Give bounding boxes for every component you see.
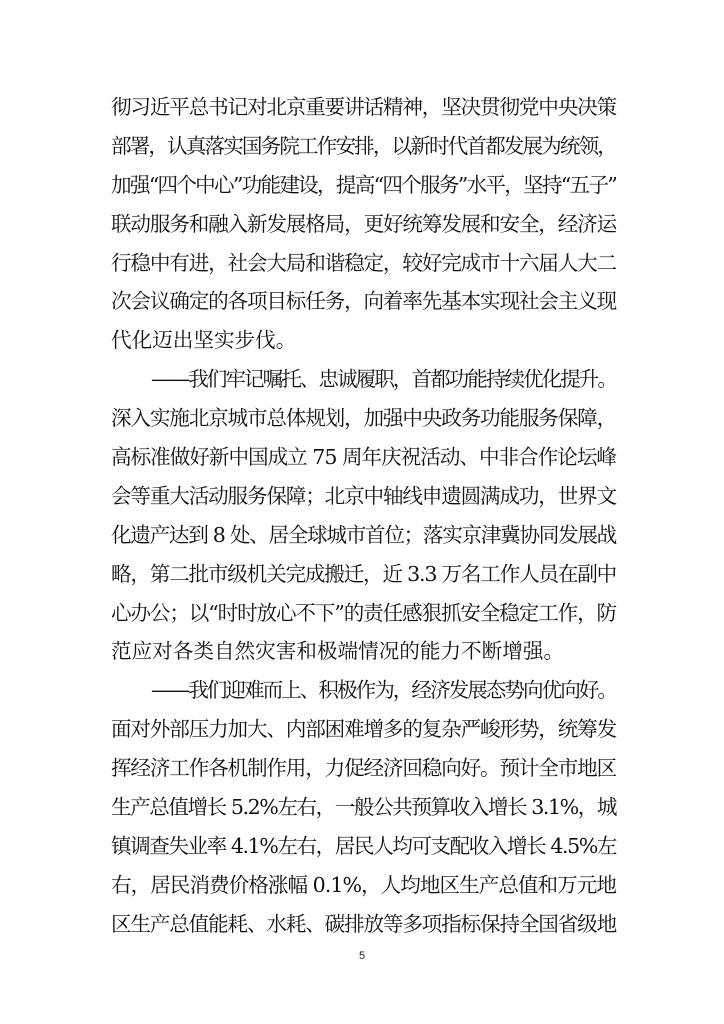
text-line: 镇调查失业率 4.1%左右，居民人均可支配收入增长 4.5%左 [111, 833, 616, 858]
text-line: 区生产总值能耗、水耗、碳排放等多项指标保持全国省级地 [111, 911, 616, 936]
page-number: 5 [358, 950, 366, 962]
text-line: 挥经济工作各机制作用，力促经济回稳向好。预计全市地区 [111, 756, 616, 781]
text-line: 范应对各类自然灾害和极端情况的能力不断增强。 [111, 639, 565, 664]
text-line: 彻习近平总书记对北京重要讲话精神，坚决贯彻党中央决策 [111, 95, 616, 119]
text-line: 化遗产达到 8 处、居全球城市首位；落实京津冀协同发展战 [111, 522, 616, 547]
text-line: 生产总值增长 5.2%左右，一般公共预算收入增长 3.1%，城 [111, 795, 616, 820]
text-line: 行稳中有进，社会大局和谐稳定，较好完成市十六届人大二 [111, 250, 616, 275]
body-text [111, 88, 616, 944]
text-line: 联动服务和融入新发展格局，更好统筹发展和安全，经济运 [111, 211, 616, 236]
text-line: 代化迈出坚实步伐。 [111, 328, 297, 353]
text-line: 次会议确定的各项目标任务，向着率先基本实现社会主义现 [111, 289, 616, 314]
text-line: 深入实施北京城市总体规划，加强中央政务功能服务保障， [111, 406, 616, 431]
text-line: 会等重大活动服务保障；北京中轴线申遗圆满成功，世界文 [111, 483, 616, 508]
text-line: 心办公；以“时时放心不下”的责任感狠抓安全稳定工作，防 [111, 600, 616, 625]
text-line: ——我们迎难而上、积极作为，经济发展态势向优向好。 [151, 678, 616, 703]
text-line: 部署，认真落实国务院工作安排，以新时代首都发展为统领， [111, 133, 616, 158]
text-line: ——我们牢记嘱托、忠诚履职，首都功能持续优化提升。 [151, 367, 616, 392]
text-line: 略，第二批市级机关完成搬迁，近 3.3 万名工作人员在副中 [111, 561, 616, 586]
text-line: 加强“四个中心”功能建设，提高“四个服务”水平，坚持“五子” [111, 172, 616, 197]
text-line: 右，居民消费价格涨幅 0.1%，人均地区生产总值和万元地 [111, 872, 616, 897]
text-line: 面对外部压力加大、内部困难增多的复杂严峻形势，统筹发 [111, 717, 616, 742]
text-line: 高标准做好新中国成立 75 周年庆祝活动、中非合作论坛峰 [111, 445, 616, 470]
